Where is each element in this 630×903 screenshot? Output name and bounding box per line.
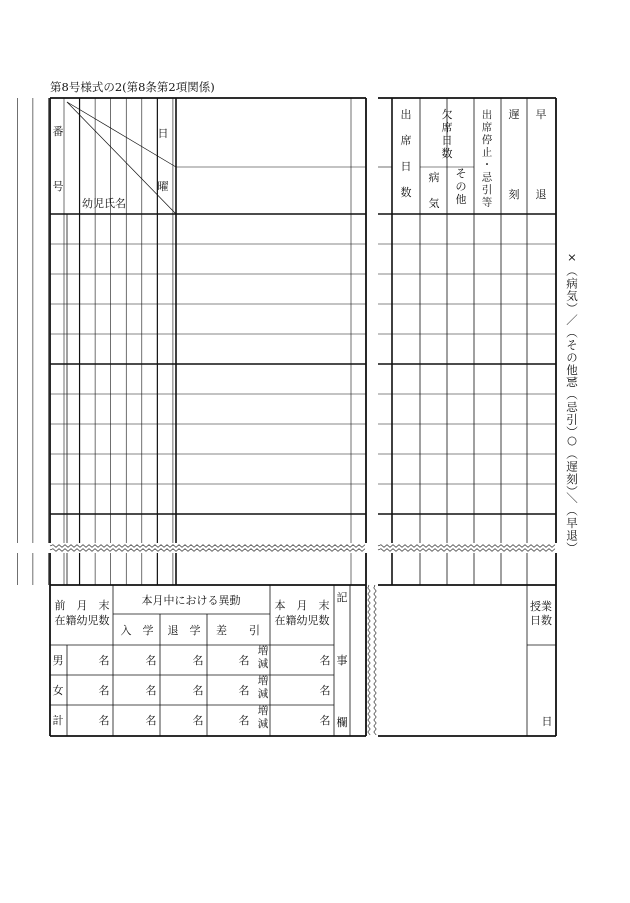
summary-unit: 名 — [192, 654, 204, 667]
summary-unit: 名 — [192, 684, 204, 697]
summary-unit: 名 — [319, 684, 331, 697]
summary-unit: 名 — [238, 654, 250, 667]
school-days-unit: 日 — [541, 715, 553, 728]
school-days-label: 日数 — [530, 614, 552, 627]
form-title: 第8号様式の2(第8条第2項関係) — [50, 80, 215, 94]
summary-unit: 名 — [192, 714, 204, 727]
header-child-name: 幼児氏名 — [82, 197, 126, 210]
header-day: 日 — [157, 127, 169, 140]
legend-item: 忌（忌引） — [565, 376, 579, 439]
summary-unit: 名 — [98, 714, 110, 727]
summary-leave: 退 学 — [167, 624, 201, 637]
header-absent: 欠席日数 — [441, 108, 453, 160]
summary-unit: 名 — [98, 684, 110, 697]
break-line-left — [50, 549, 365, 552]
header-late: 遅刻 — [508, 108, 520, 201]
legend-item: ○（遅刻） — [565, 433, 579, 498]
summary-row-label: 男 — [52, 654, 64, 667]
summary-prev-month: 前 月 末 — [54, 599, 110, 612]
header-suspend: 出席停止・忌引等 — [481, 109, 493, 209]
school-days-label: 授業 — [530, 600, 552, 613]
header-early: 早退 — [535, 108, 547, 201]
summary-unit: 名 — [145, 714, 157, 727]
summary-notes: 事 — [336, 654, 348, 667]
summary-unit: 名 — [238, 714, 250, 727]
summary-unit: 名 — [145, 654, 157, 667]
legend-item: ×（病気） — [565, 250, 579, 315]
summary-diff: 差 引 — [216, 624, 260, 637]
summary-row-label: 計 — [52, 714, 64, 727]
summary-enroll: 入 学 — [120, 624, 154, 637]
summary-decrease: 減 — [257, 658, 269, 670]
summary-unit: 名 — [98, 654, 110, 667]
legend-item: ＼（早退） — [565, 492, 579, 555]
break-line-left — [50, 545, 365, 548]
summary-changes-title: 本月中における異動 — [141, 594, 241, 607]
summary-prev-month: 在籍幼児数 — [54, 614, 110, 627]
summary-increase: 増 — [257, 675, 269, 687]
summary-this-month: 本 月 末 — [274, 599, 330, 612]
header-attend: 出席日数 — [400, 108, 412, 199]
break-line-vertical — [368, 585, 370, 735]
header-number: 番 — [52, 125, 64, 138]
summary-unit: 名 — [145, 684, 157, 697]
summary-increase: 増 — [257, 705, 269, 717]
summary-unit: 名 — [238, 684, 250, 697]
summary-decrease: 減 — [257, 718, 269, 730]
break-line-vertical — [374, 585, 376, 735]
header-weekday: 曜 — [157, 180, 169, 193]
break-line-right — [378, 545, 555, 548]
summary-decrease: 減 — [257, 688, 269, 700]
summary-unit: 名 — [319, 714, 331, 727]
summary-this-month: 在籍幼児数 — [274, 614, 330, 627]
summary-notes: 記 — [336, 591, 348, 604]
summary-row-label: 女 — [52, 684, 64, 697]
header-sick: 病気 — [428, 171, 440, 210]
summary-unit: 名 — [319, 654, 331, 667]
legend-item: ／（その他） — [565, 314, 579, 389]
header-other: その他 — [455, 167, 467, 206]
summary-increase: 増 — [257, 645, 269, 657]
summary-notes: 欄 — [336, 716, 348, 729]
header-number: 号 — [52, 180, 64, 193]
break-line-right — [378, 549, 555, 552]
mark-legend — [562, 250, 586, 555]
